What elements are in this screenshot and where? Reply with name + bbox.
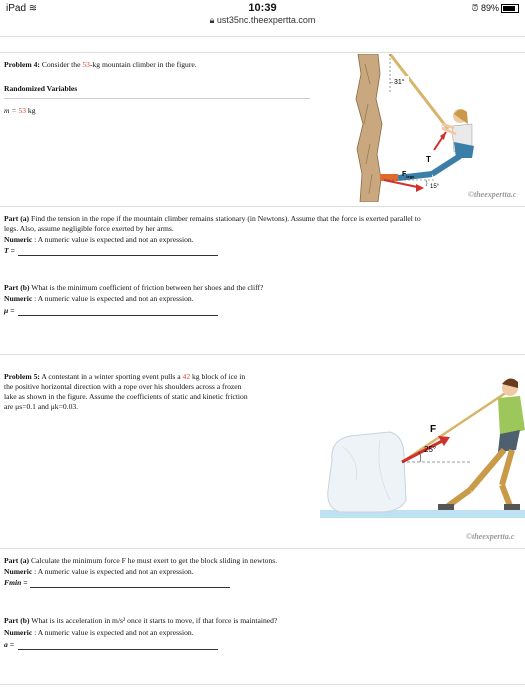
answer-label: a =: [4, 640, 15, 649]
acceleration-answer-input[interactable]: [18, 649, 218, 650]
tension-answer-input[interactable]: [18, 255, 218, 256]
battery-status: ⏰︎ 89%: [471, 3, 519, 14]
angle-label: 15°: [430, 184, 440, 190]
force-label: $F_{legs}$: [402, 171, 415, 179]
angle-label: 25°: [424, 445, 437, 454]
part-b-question: Part (b) What is the minimum coefficient of friction between her shoes and the cliff?: [4, 283, 264, 292]
copyright: ©theexpertta.c: [468, 190, 517, 199]
friction-answer-input[interactable]: [18, 315, 218, 316]
lock-icon: 🔒︎: [209, 15, 215, 25]
wifi-icon: ≋: [28, 3, 38, 14]
answer-label: T =: [4, 246, 15, 255]
climber-figure: [350, 54, 525, 202]
answer-label: Fmin =: [4, 578, 28, 587]
part-a-question: Part (a) Calculate the minimum force F he must exert to get the block sliding in newtons.: [4, 556, 278, 565]
alarm-icon: ⏰︎: [471, 3, 479, 13]
divider: [4, 98, 310, 99]
clock: 10:39: [248, 2, 277, 14]
answer-label: μ =: [4, 306, 15, 315]
numeric-note: Numeric : A numeric value is expected and not an expression.: [4, 628, 194, 637]
divider: [0, 548, 525, 549]
battery-icon: [501, 4, 519, 13]
force-label: F: [430, 424, 437, 435]
divider: [0, 354, 525, 355]
randomized-variables-heading: Randomized Variables: [4, 84, 78, 93]
problem-5-statement-line: lake as shown in the figure. Assume the coefficients of static and kinetic friction: [4, 392, 248, 401]
numeric-note: Numeric : A numeric value is expected and not an expression.: [4, 294, 194, 303]
cliff: [356, 54, 382, 202]
numeric-note: Numeric : A numeric value is expected and not an expression.: [4, 235, 194, 244]
randomized-mass: m = 53 kg: [4, 106, 36, 115]
part-a-question-cont: legs. Also, assume negligible force exerted by her arms.: [4, 224, 174, 233]
status-bar: [0, 0, 525, 30]
url-bar[interactable]: 🔒︎ ust35nc.theexpertta.com: [209, 15, 316, 25]
angle-label: 31°: [394, 79, 405, 86]
problem-4-statement: Problem 4: Consider the 53-kg mountain climber in the figure.: [4, 60, 197, 69]
problem-5-statement-line: the positive horizontal direction with a rope over his shoulders across a frozen: [4, 382, 242, 391]
tension-label: T: [426, 155, 431, 164]
rope: [402, 390, 510, 462]
device-label: iPad ≋: [6, 3, 38, 14]
ice-block-figure: [320, 370, 525, 530]
copyright: ©theexpertta.c: [466, 532, 515, 541]
part-a-question: Part (a) Find the tension in the rope if the mountain climber remains stationary (in Newtons). Assume that the force is exerted parallel to: [4, 214, 421, 223]
force-answer-input[interactable]: [30, 587, 230, 588]
part-b-question: Part (b) What is its acceleration in m/s² once it starts to move, if that force is maintained?: [4, 616, 278, 625]
divider: [0, 36, 525, 37]
problem-5-statement-line: are μs=0.1 and μk=0.03.: [4, 402, 79, 411]
numeric-note: Numeric : A numeric value is expected and not an expression.: [4, 567, 194, 576]
rope: [390, 54, 448, 129]
divider: [0, 52, 525, 53]
problem-5-statement: Problem 5: A contestant in a winter sporting event pulls a 42 kg block of ice in: [4, 372, 246, 381]
divider: [0, 206, 525, 207]
ice-block: [328, 432, 406, 512]
divider: [0, 684, 525, 685]
